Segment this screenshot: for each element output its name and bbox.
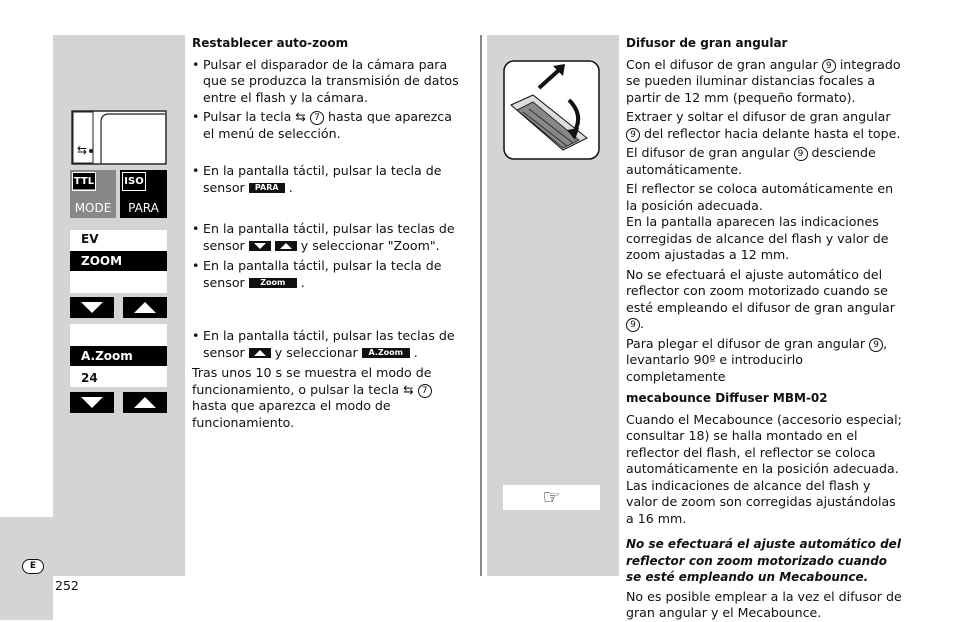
pointing-hand-icon: ☞ bbox=[542, 485, 561, 509]
heading-mecabounce: mecabounce Diffuser MBM-02 bbox=[626, 391, 828, 405]
circled-number-9: 9 bbox=[822, 59, 836, 73]
para-sensor-key: PARA bbox=[249, 183, 285, 193]
return-key-icon: ⇆ bbox=[295, 109, 306, 124]
up-arrow-icon-2 bbox=[249, 348, 271, 358]
para-2: Extraer y soltar el difusor de gran angular 9 del reflector hacia delante hasta el tope. bbox=[626, 109, 901, 141]
ttl-label: TTL bbox=[72, 172, 96, 191]
circled-number-7: 7 bbox=[310, 111, 324, 125]
return-key-icon-2: ⇆ bbox=[403, 381, 414, 397]
circled-number-9-b: 9 bbox=[626, 128, 640, 142]
left-text-column bbox=[192, 35, 467, 431]
column-divider bbox=[480, 35, 482, 576]
right-text-column bbox=[626, 35, 904, 622]
circled-number-9-e: 9 bbox=[869, 338, 883, 352]
azoom-sensor-key: A.Zoom bbox=[362, 348, 410, 358]
up-button-2 bbox=[123, 392, 167, 413]
azoom-bar: A.Zoom bbox=[70, 346, 167, 366]
zoom-sensor-key: Zoom bbox=[249, 278, 297, 288]
para-8: Cuando el Mecabounce (accesorio especial; consultar 18) se halla montado en el reflector del flash, el reflector se coloca automáticamente en la posición adecuada. Las indicaciones de alcance del flash y valor de zoom son corregidas ajustándolas a 16 mm. bbox=[626, 411, 902, 526]
ttl-mode-key bbox=[70, 170, 116, 218]
heading-restablecer: Restablecer auto-zoom bbox=[192, 36, 349, 50]
down-arrow-icon bbox=[249, 241, 271, 251]
bullet-1: • Pulsar el disparador de la cámara para que se produzca la transmisión de datos entre el flash y la cámara. bbox=[192, 57, 467, 107]
iso-para-key bbox=[120, 170, 167, 218]
para-7: Para plegar el difusor de gran angular 9 , levantarlo 90º e introducirlo completamente bbox=[626, 335, 888, 384]
bullet-5: • En la pantalla táctil, pulsar la tecla de sensor Zoom . bbox=[192, 258, 467, 291]
para-4: El reflector se coloca automáticamente en la posición adecuada. bbox=[626, 181, 894, 213]
page-number: 252 bbox=[55, 578, 79, 593]
bullet-4: • En la pantalla táctil, pulsar las teclas de sensor y seleccionar "Zoom". bbox=[192, 221, 467, 254]
circled-number-9-d: 9 bbox=[626, 318, 640, 332]
diffuser-illustration bbox=[503, 60, 600, 160]
circled-number-7-b: 7 bbox=[418, 384, 432, 398]
svg-text:⇆: ⇆ bbox=[77, 143, 88, 157]
note-bold: No se efectuará el ajuste automático del reflector con zoom motorizado cuando se esté empleando un Mecabounce. bbox=[626, 537, 901, 584]
mode-label: MODE bbox=[74, 201, 112, 215]
ev-label: EV bbox=[81, 232, 99, 246]
para-1: Con el difusor de gran angular 9 integrado se pueden iluminar distancias focales a partir de 12 mm (pequeño formato). bbox=[626, 56, 901, 105]
zoom-bar: ZOOM bbox=[70, 251, 167, 271]
note-box bbox=[503, 485, 600, 510]
up-arrow-icon bbox=[275, 241, 297, 251]
down-button-2 bbox=[70, 392, 114, 413]
para-5: En la pantalla aparecen las indicaciones corregidas de alcance del flash y valor de zoom ajustadas a 12 mm. bbox=[626, 214, 889, 262]
bullet-3: • En la pantalla táctil, pulsar la tecla de sensor PARA . bbox=[192, 163, 467, 196]
circled-number-9-c: 9 bbox=[794, 147, 808, 161]
zoom-value: 24 bbox=[81, 371, 98, 385]
bullet-2: • Pulsar la tecla ⇆ 7 hasta que aparezca el menú de selección. bbox=[192, 109, 467, 142]
para-label: PARA bbox=[128, 201, 159, 215]
iso-label: ISO bbox=[122, 172, 146, 191]
para-9: No es posible emplear a la vez el difusor de gran angular y el Mecabounce. bbox=[626, 588, 902, 620]
closing-paragraph: Tras unos 10 s se muestra el modo de funcionamiento, o pulsar la tecla ⇆ 7 hasta que aparezca el modo de funcionamiento. bbox=[192, 365, 432, 430]
up-button-1 bbox=[123, 297, 167, 318]
flash-display-illustration bbox=[71, 110, 167, 165]
para-6: No se efectuará el ajuste automático del reflector con zoom motorizado cuando se esté empleando el difusor de gran angular 9 . bbox=[626, 266, 895, 331]
heading-difusor: Difusor de gran angular bbox=[626, 36, 788, 50]
para-3: El difusor de gran angular 9 desciende automáticamente. bbox=[626, 145, 876, 177]
language-badge: E bbox=[22, 559, 44, 574]
bullet-6: • En la pantalla táctil, pulsar las teclas de sensor y seleccionar A.Zoom . bbox=[192, 328, 467, 361]
down-button-1 bbox=[70, 297, 114, 318]
